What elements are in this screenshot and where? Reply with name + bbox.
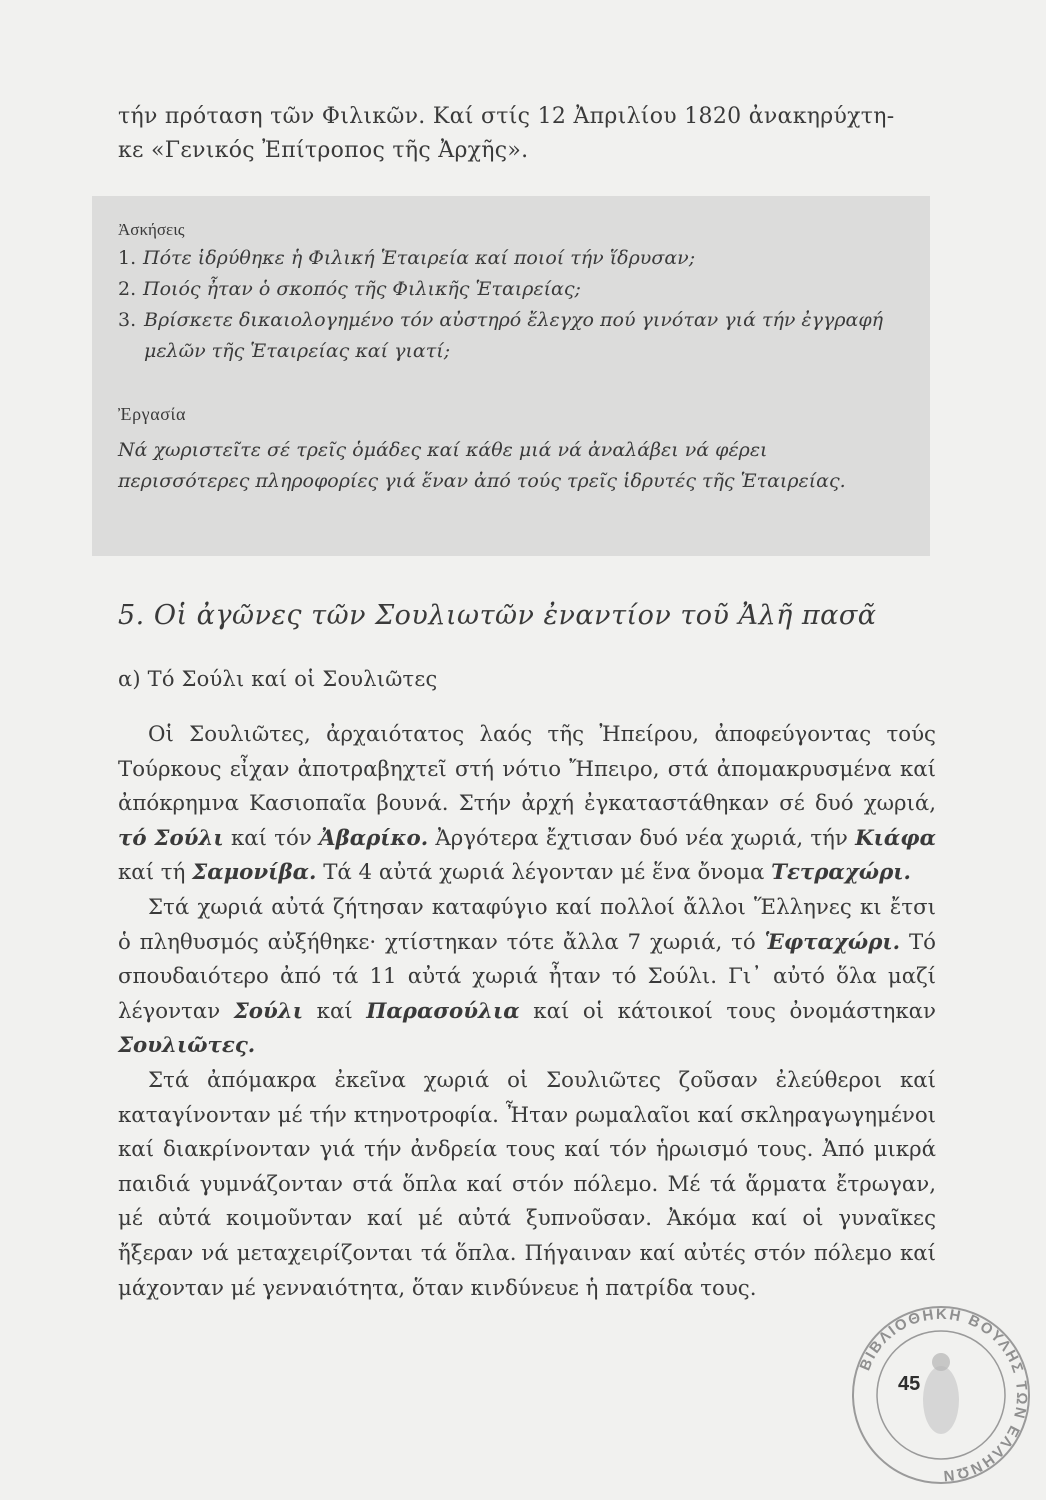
exercise-number: 1. [118, 247, 137, 269]
emphasis: Κιάφα [855, 825, 936, 851]
subsection-title: α) Τό Σούλι καί οἱ Σουλιῶτες [118, 667, 438, 691]
emphasis: Σουλιῶτες. [118, 1033, 256, 1059]
exercise-item [118, 243, 918, 274]
text-run: Στά χωριά αὐτά ζήτησαν καταφύγιο καί πολλοί ἄλλοι Ἕλληνες κι ἔτσι ὁ πληθυσμός αὐξήθηκε· χτίστηκαν τότε ἄλλα 7 χωριά, τό [118, 894, 936, 955]
exercise-item [118, 305, 918, 367]
text-run: Οἱ Σουλιῶτες, ἀρχαιότατος λαός τῆς Ἠπείρου, ἀποφεύγοντας τούς Τούρκους εἶχαν ἀποτραβηχτεῖ στή νότιο Ἤπειρο, στά ἀπομακρυσμένα καί ἀπόκρημνα Κασιοπαῖα βουνά. Στήν ἀρχή ἐγκαταστάθηκαν σέ δυό χωριά, [118, 722, 936, 817]
paragraph [118, 718, 936, 891]
exercise-text: Βρίσκετε δικαιολογημένο τόν αὐστηρό ἔλεγχο πού γινόταν γιά τήν ἐγγραφή μελῶν τῆς Ἑταιρείας καί γιατί; [144, 309, 884, 362]
emphasis: Ἀβαρίκο. [319, 825, 429, 851]
emphasis: Σαμονίβα. [192, 860, 317, 886]
emphasis: Τετραχώρι. [771, 860, 911, 886]
page-number: 45 [898, 1373, 921, 1395]
text-run: Τά 4 αὐτά χωριά λέγονταν μέ ἕνα ὄνομα [323, 860, 765, 886]
exercises-title: Ἀσκήσεις [118, 220, 185, 239]
library-stamp-icon [846, 1300, 1036, 1490]
work-title: Ἐργασία [118, 404, 187, 424]
text-run: Τό σπουδαιότερο ἀπό τά 11 αὐτά χωριά ἦταν τό Σούλι. Γι᾽ αὐτό ὅλα μαζί λέγονταν [118, 929, 936, 1024]
emphasis: Σούλι [233, 998, 304, 1024]
svg-text:ΒΙΒΛΙΟΘΗΚΗ ΒΟΥΛΗΣ ΤΩΝ ΕΛΛΗΝΩΝ: ΒΙΒΛΙΟΘΗΚΗ ΒΟΥΛΗΣ ΤΩΝ ΕΛΛΗΝΩΝ [856, 1305, 1031, 1485]
exercise-text: Ποιός ἦταν ὁ σκοπός τῆς Φιλικῆς Ἑταιρείας; [143, 278, 581, 300]
intro-line-1: τήν πρόταση τῶν Φιλικῶν. Καί στίς 12 Ἀπριλίου 1820 ἀνακηρύχτη- [118, 104, 895, 129]
exercise-item [118, 274, 918, 305]
text-run: καί οἱ κάτοικοί τους ὀνομάστηκαν [533, 998, 937, 1024]
body-text [118, 718, 936, 1306]
paragraph [118, 891, 936, 1064]
text-run: Ἀργότερα ἔχτισαν δυό νέα χωριά, τήν [435, 825, 848, 851]
paragraph: Στά ἀπόμακρα ἐκεῖνα χωριά οἱ Σουλιῶτες ζοῦσαν ἐλεύθεροι καί καταγίνονταν μέ τήν κτηνοτροφία. Ἦταν ρωμαλαῖοι καί σκληραγωγημένοι καί διακρίνονταν γιά τήν ἀνδρεία τους καί τόν ἡρωισμό τους. Ἀπό μικρά παιδιά γυμνάζονταν στά ὅπλα καί στόν πόλεμο. Μέ τά ἅρματα ἔτρωγαν, μέ αὐτά κοιμοῦνταν καί μέ αὐτά ξυπνοῦσαν. Ἀκόμα καί οἱ γυναῖκες ἤξεραν νά μεταχειρίζονται τά ὅπλα. Πήγαιναν καί αὐτές στόν πόλεμο καί μάχονταν μέ γενναιότητα, ὅταν κινδύνευε ἡ πατρίδα τους. [118, 1067, 936, 1301]
section-title: 5. Οἱ ἀγῶνες τῶν Σουλιωτῶν ἐναντίον τοῦ Ἀλῆ πασᾶ [118, 600, 877, 631]
work-text: Νά χωριστεῖτε σέ τρεῖς ὁμάδες καί κάθε μιά νά ἀναλάβει νά φέρει περισσότερες πληροφορίες γιά ἕναν ἀπό τούς τρεῖς ἱδρυτές τῆς Ἑταιρείας. [118, 439, 846, 492]
text-run: καί τή [118, 860, 186, 886]
intro-paragraph [118, 100, 938, 168]
emphasis: Ἑφταχώρι. [764, 929, 901, 955]
text-run: καί [316, 998, 353, 1024]
emphasis: τό Σούλι [118, 825, 224, 851]
exercise-number: 3. [118, 309, 137, 331]
text-run: καί τόν [230, 825, 312, 851]
exercise-number: 2. [118, 278, 137, 300]
exercises-list [118, 243, 918, 367]
exercise-text: Πότε ἱδρύθηκε ἡ Φιλική Ἑταιρεία καί ποιοί τήν ἵδρυσαν; [143, 247, 696, 269]
emphasis: Παρασούλια [366, 998, 520, 1024]
intro-line-2: κε «Γενικός Ἐπίτροπος τῆς Ἀρχῆς». [118, 138, 529, 163]
